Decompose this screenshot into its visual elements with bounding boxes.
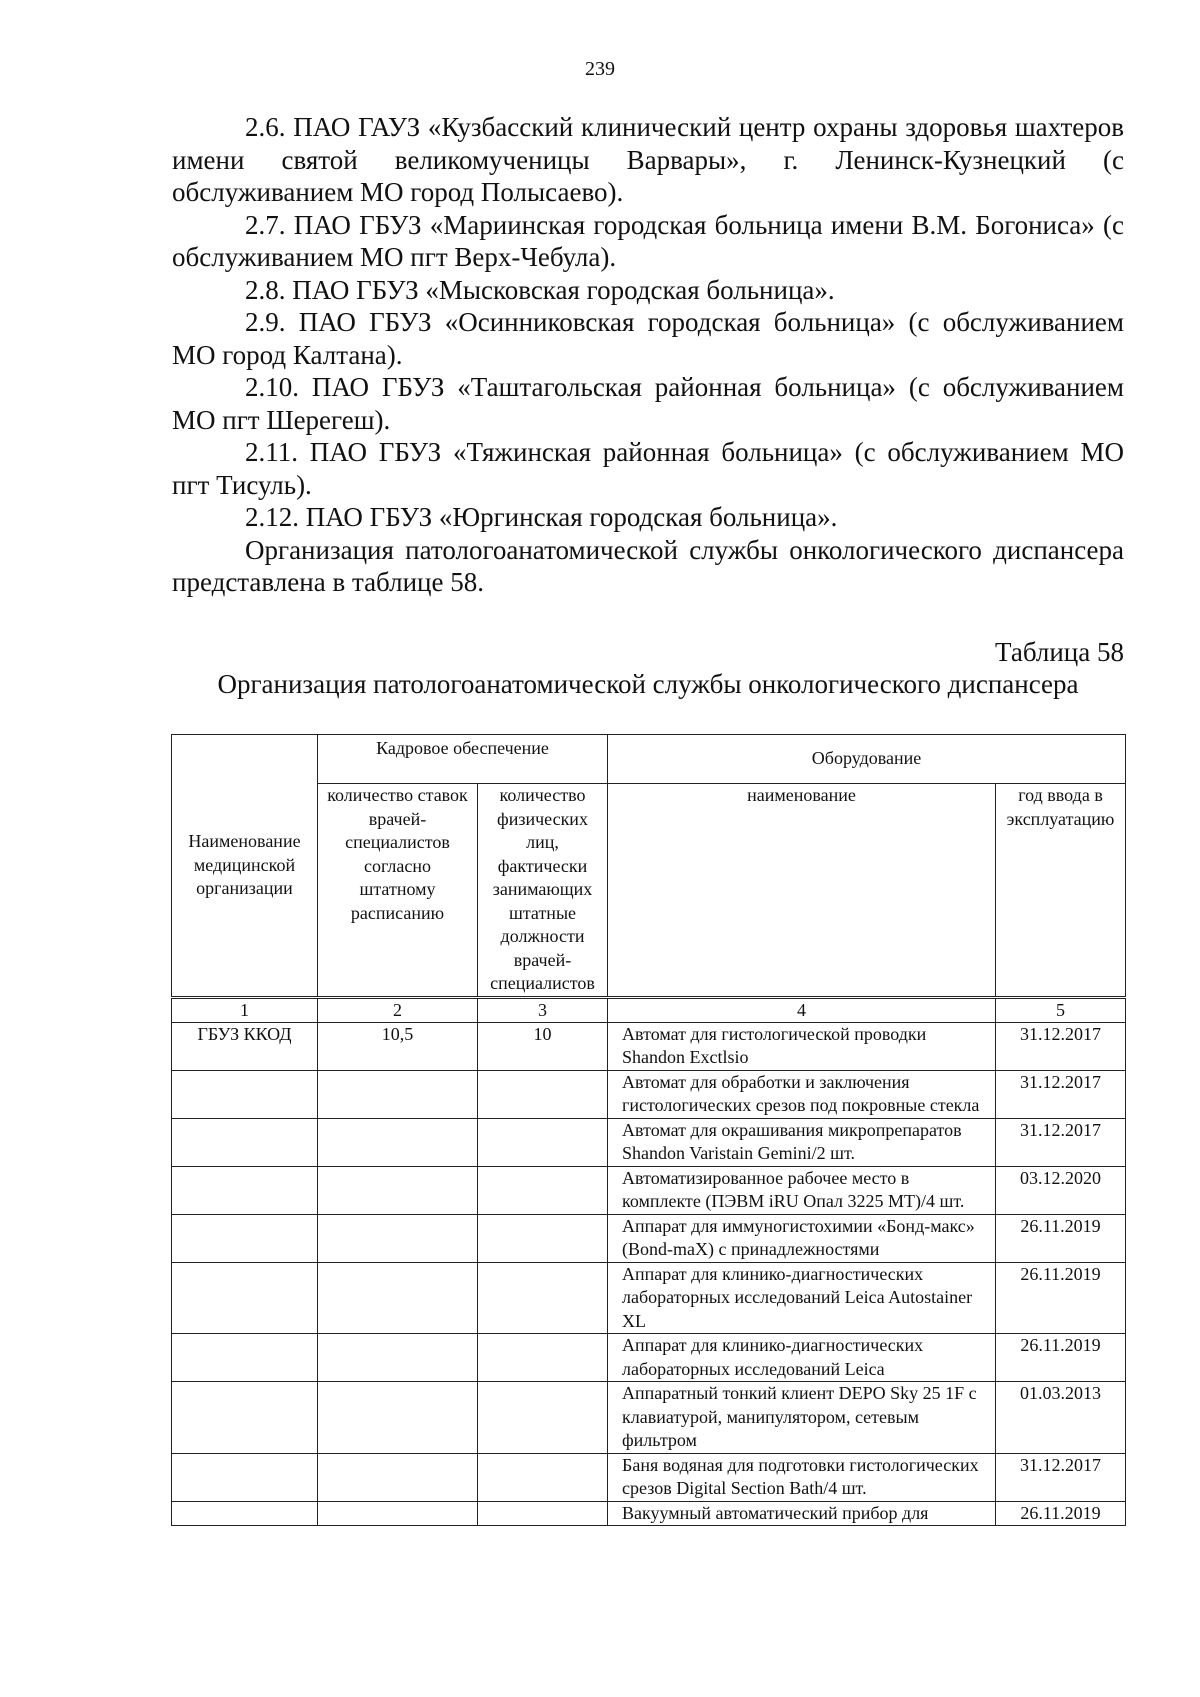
cell-staff-persons — [478, 1382, 608, 1454]
cell-equipment-name: Автомат для гистологической проводки Shandon Exctlsio — [608, 1022, 996, 1070]
page-number: 239 — [585, 58, 615, 80]
cell-staff-rates: 10,5 — [318, 1022, 478, 1070]
cell-equipment-name: Автомат для обработки и заключения гистологических срезов под покровные стекла — [608, 1070, 996, 1118]
paragraph: Организация патологоанатомической службы онкологического диспансера представлена в таблице 58. — [172, 534, 1124, 597]
table-row — [172, 1118, 1126, 1166]
cell-equipment-name: Аппарат для клинико-диагностических лабораторных исследований Leica Autostainer XL — [608, 1262, 996, 1334]
column-number: 5 — [996, 997, 1126, 1022]
cell-staff-persons: 10 — [478, 1022, 608, 1070]
cell-equipment-name: Баня водяная для подготовки гистологических срезов Digital Section Bath/4 шт. — [608, 1453, 996, 1501]
table-row — [172, 1501, 1126, 1526]
header-equipment-group: Оборудование — [608, 735, 1126, 784]
cell-equipment-name: Аппарат для клинико-диагностических лабораторных исследований Leica — [608, 1334, 996, 1382]
cell-commission-date: 03.12.2020 — [996, 1166, 1126, 1214]
header-equip-year: год ввода в эксплуатацию — [996, 784, 1126, 998]
cell-staff-persons — [478, 1453, 608, 1501]
cell-commission-date: 26.11.2019 — [996, 1214, 1126, 1262]
body-text — [172, 111, 1124, 599]
cell-org: ГБУЗ ККОД — [172, 1022, 318, 1070]
cell-staff-persons — [478, 1166, 608, 1214]
cell-staff-persons — [478, 1070, 608, 1118]
column-number: 1 — [172, 997, 318, 1022]
cell-equipment-name: Вакуумный автоматический прибор для — [608, 1501, 996, 1526]
table-title: Организация патологоанатомической службы онкологического диспансера — [217, 669, 1079, 699]
header-equip-name: наименование — [608, 784, 996, 998]
paragraph: 2.9. ПАО ГБУЗ «Осинниковская городская больница» (с обслуживанием МО город Калтана). — [172, 307, 1124, 370]
cell-staff-rates — [318, 1382, 478, 1454]
cell-staff-rates — [318, 1118, 478, 1166]
cell-org — [172, 1501, 318, 1526]
cell-commission-date: 31.12.2017 — [996, 1453, 1126, 1501]
cell-commission-date: 01.03.2013 — [996, 1382, 1126, 1454]
cell-org — [172, 1334, 318, 1382]
cell-staff-persons — [478, 1214, 608, 1262]
cell-org — [172, 1118, 318, 1166]
table-row — [172, 1453, 1126, 1501]
paragraph: 2.12. ПАО ГБУЗ «Юргинская городская больница». — [245, 502, 838, 532]
cell-commission-date: 26.11.2019 — [996, 1501, 1126, 1526]
table-row — [172, 1166, 1126, 1214]
cell-org — [172, 1166, 318, 1214]
cell-staff-persons — [478, 1501, 608, 1526]
cell-staff-rates — [318, 1166, 478, 1214]
column-number: 3 — [478, 997, 608, 1022]
cell-staff-rates — [318, 1501, 478, 1526]
cell-staff-rates — [318, 1070, 478, 1118]
data-table — [171, 734, 1126, 1526]
cell-staff-rates — [318, 1453, 478, 1501]
cell-staff-rates — [318, 1334, 478, 1382]
table-number: Таблица 58 — [995, 637, 1124, 667]
cell-org — [172, 1382, 318, 1454]
cell-commission-date: 31.12.2017 — [996, 1070, 1126, 1118]
cell-org — [172, 1070, 318, 1118]
column-number-row — [172, 997, 1126, 1022]
cell-org — [172, 1453, 318, 1501]
paragraph: 2.7. ПАО ГБУЗ «Мариинская городская больница имени В.М. Богониса» (с обслуживанием МО пгт Верх-Чебула). — [172, 209, 1124, 272]
table-row — [172, 1070, 1126, 1118]
table-row — [172, 1262, 1126, 1334]
header-staff-rates: количество ставок врачей-специалистов согласно штатному расписанию — [318, 784, 478, 998]
column-number: 4 — [608, 997, 996, 1022]
cell-staff-persons — [478, 1118, 608, 1166]
cell-staff-rates — [318, 1262, 478, 1334]
table-row — [172, 1022, 1126, 1070]
cell-commission-date: 31.12.2017 — [996, 1118, 1126, 1166]
column-number: 2 — [318, 997, 478, 1022]
table-row — [172, 1382, 1126, 1454]
header-staff-group: Кадровое обеспечение — [318, 735, 608, 784]
cell-equipment-name: Аппаратный тонкий клиент DEPO Sky 25 1F с клавиатурой, манипулятором, сетевым фильтром — [608, 1382, 996, 1454]
cell-equipment-name: Автоматизированное рабочее место в комплекте (ПЭВМ iRU Опал 3225 МТ)/4 шт. — [608, 1166, 996, 1214]
table-row — [172, 1334, 1126, 1382]
cell-org — [172, 1214, 318, 1262]
paragraph: 2.8. ПАО ГБУЗ «Мысковская городская больница». — [245, 274, 835, 305]
cell-staff-persons — [478, 1334, 608, 1382]
cell-equipment-name: Автомат для окрашивания микропрепаратов Shandon Varistain Gemini/2 шт. — [608, 1118, 996, 1166]
header-org: Наименование медицинской организации — [172, 735, 318, 998]
cell-commission-date: 31.12.2017 — [996, 1022, 1126, 1070]
cell-org — [172, 1262, 318, 1334]
header-staff-persons: количество физических лиц, фактически занимающих штатные должности врачей-специалистов — [478, 784, 608, 998]
paragraph: 2.11. ПАО ГБУЗ «Тяжинская районная больница» (с обслуживанием МО пгт Тисуль). — [172, 437, 1124, 500]
paragraph: 2.10. ПАО ГБУЗ «Таштагольская районная больница» (с обслуживанием МО пгт Шерегеш). — [172, 372, 1124, 435]
cell-staff-rates — [318, 1214, 478, 1262]
cell-commission-date: 26.11.2019 — [996, 1262, 1126, 1334]
table-row — [172, 1214, 1126, 1262]
cell-equipment-name: Аппарат для иммуногистохимии «Бонд-макс» (Bond-maX) с принадлежностями — [608, 1214, 996, 1262]
cell-staff-persons — [478, 1262, 608, 1334]
cell-commission-date: 26.11.2019 — [996, 1334, 1126, 1382]
paragraph: 2.6. ПАО ГАУЗ «Кузбасский клинический центр охраны здоровья шахтеров имени святой великомученицы Варвары», г. Ленинск-Кузнецкий (с обслуживанием МО город Полысаево). — [172, 112, 1124, 207]
